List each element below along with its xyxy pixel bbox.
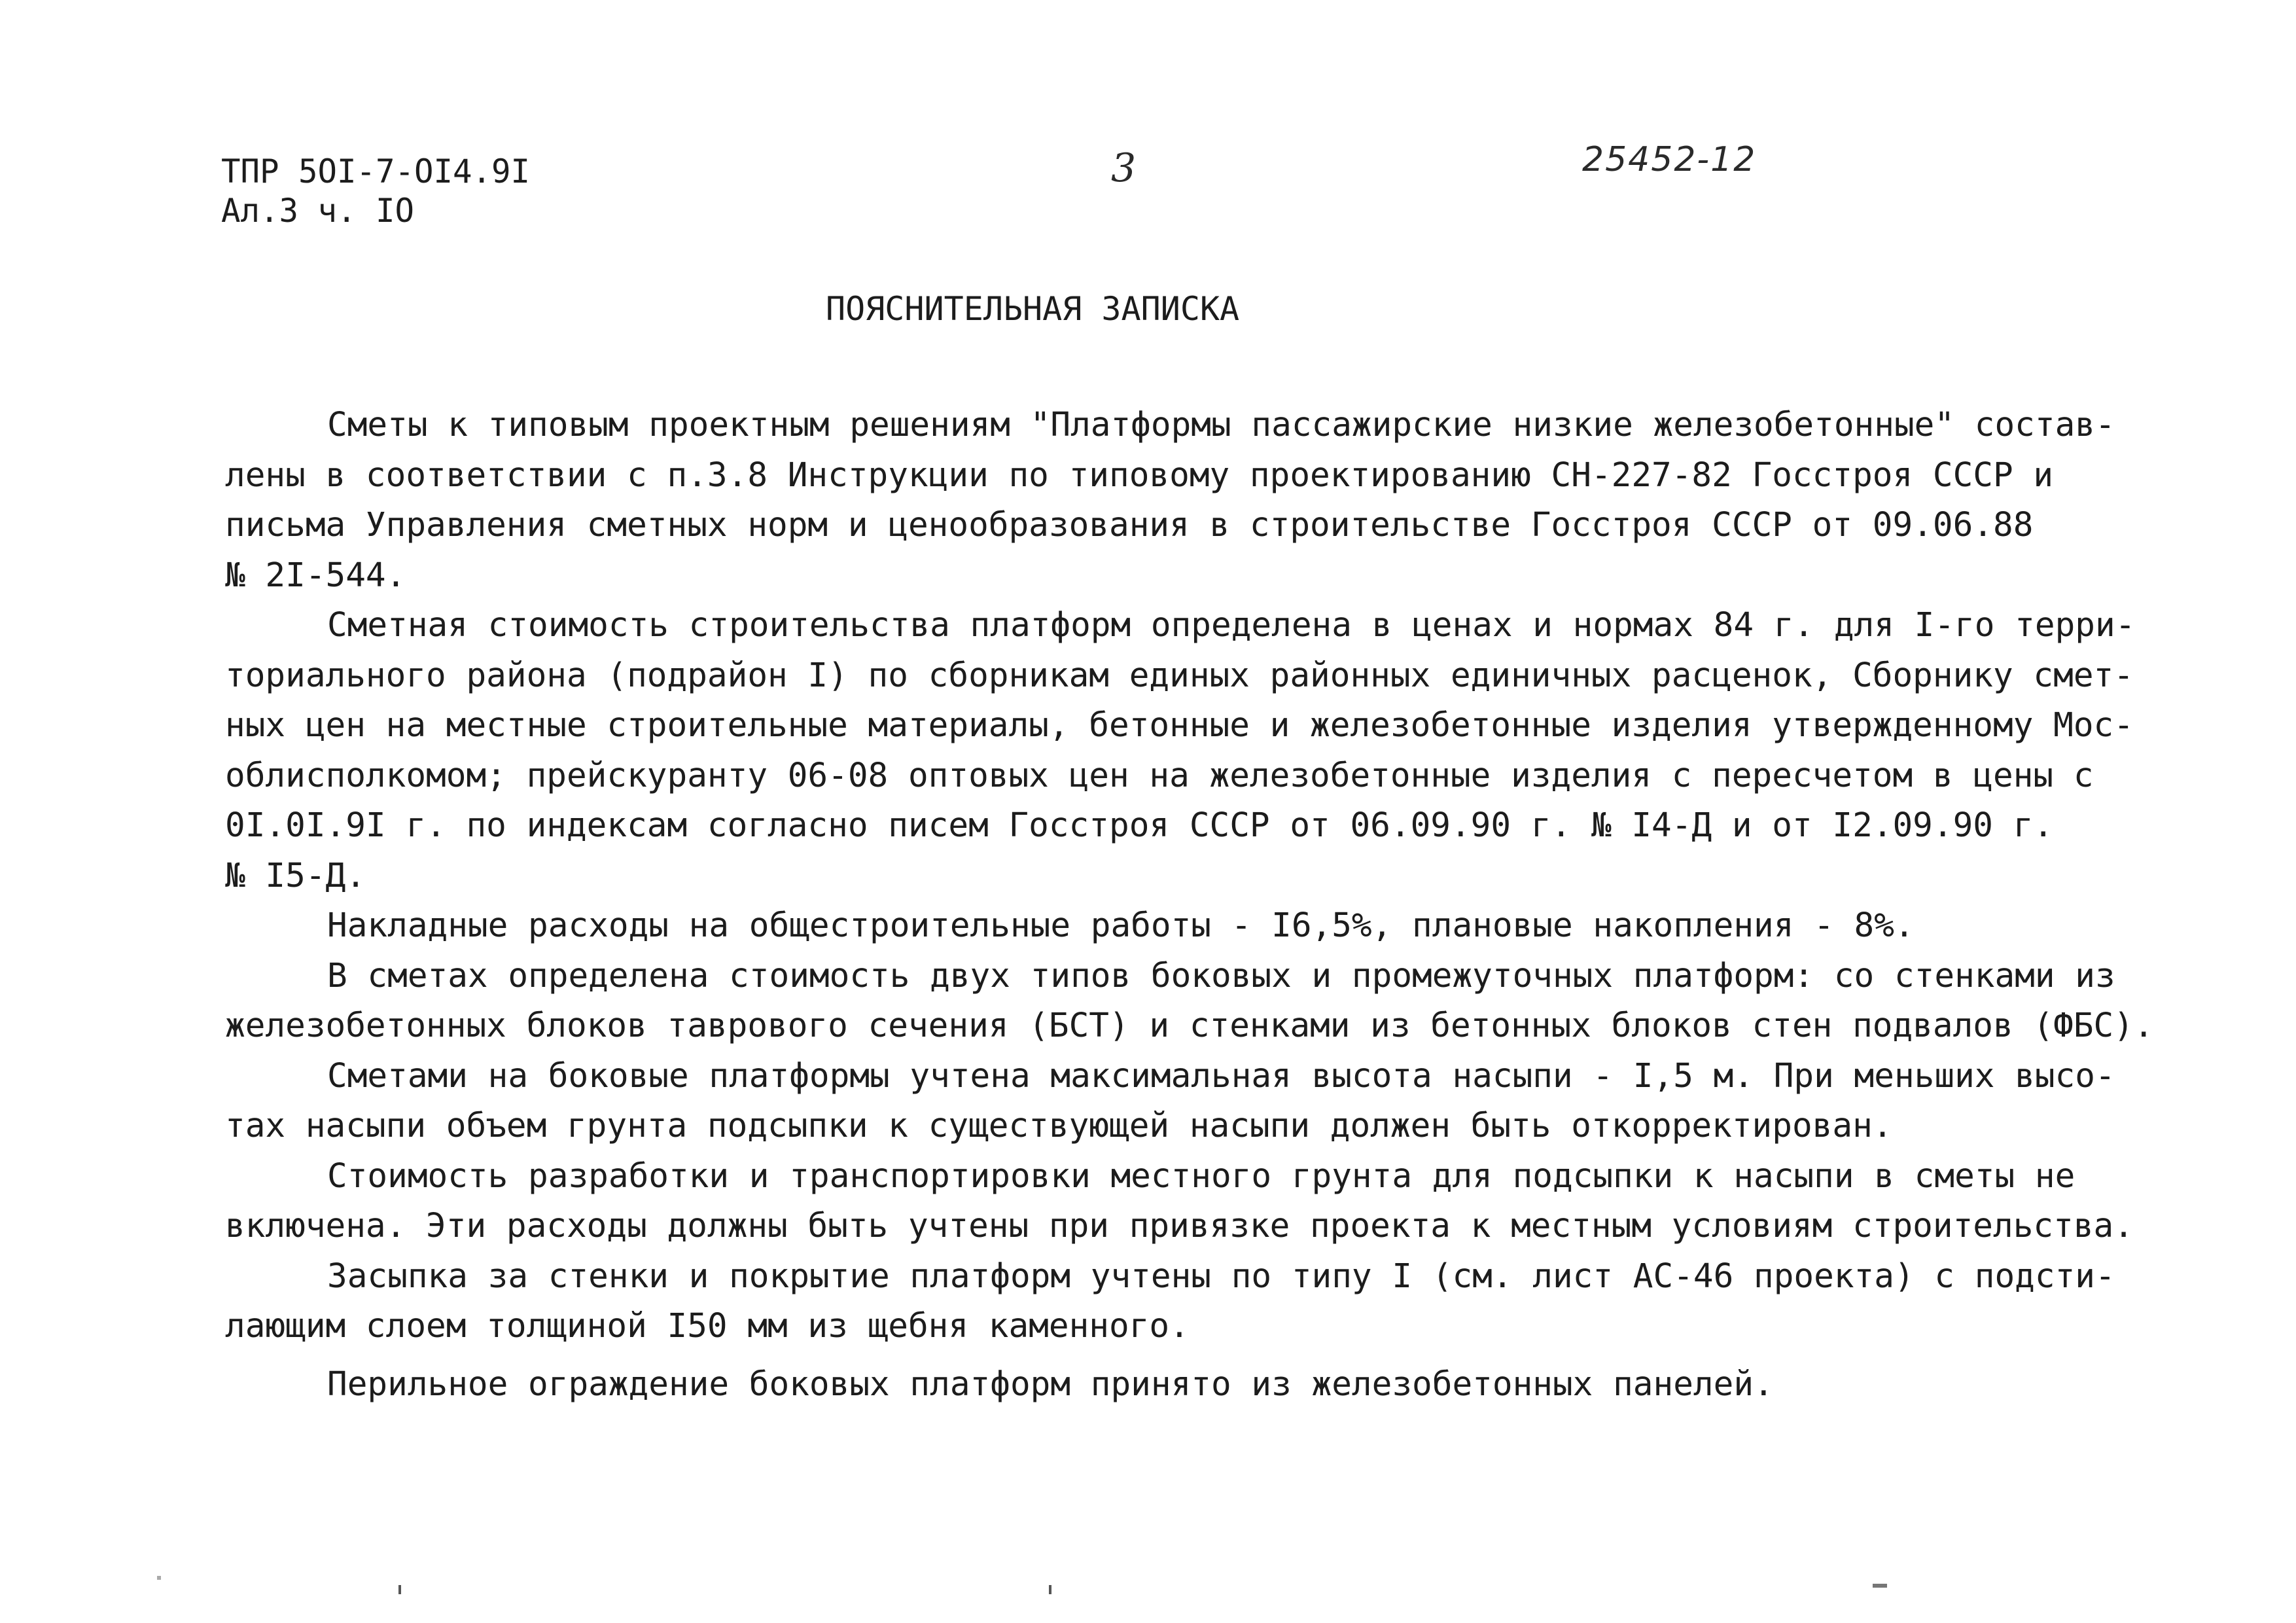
text-line: В сметах определена стоимость двух типов боковых и промежуточных платформ: со стенками из	[327, 956, 2115, 995]
text-line: Перильное ограждение боковых платформ принято из железобетонных панелей.	[327, 1364, 1774, 1404]
scan-mark	[157, 1576, 161, 1580]
text-line: лены в соответствии с п.3.8 Инструкции по типовому проектированию СН-227-82 Госстроя СССР и	[225, 455, 2054, 495]
text-line: Сметами на боковые платформы учтена максимальная высота насыпи - I,5 м. При меньших высо-	[327, 1056, 2115, 1096]
text-line: тах насыпи объем грунта подсыпки к существующей насыпи должен быть откорректирован.	[225, 1107, 1893, 1145]
text-line: облисполкомом; прейскуранту 06-08 оптовых цен на железобетонные изделия с пересчетом в цены с	[225, 756, 2094, 795]
document-number: 25452-12	[1582, 140, 1757, 179]
text-line: ториального района (подрайон I) по сборникам единых районных единичных расценок, Сборнику смет-	[225, 656, 2134, 695]
text-line: Накладные расходы на общестроительные работы - I6,5%, плановые накопления - 8%.	[327, 906, 1915, 945]
page-number: 3	[1111, 145, 1137, 191]
explanatory-note-body	[225, 401, 2162, 1410]
text-line: лающим слоем толщиной I50 мм из щебня каменного.	[225, 1307, 1190, 1346]
text-line: включена. Эти расходы должны быть учтены при привязке проекта к местным условиям строительства.	[225, 1207, 2134, 1245]
scan-mark	[1873, 1584, 1887, 1588]
document-code: ТПР 5ОI-7-ОI4.9I	[221, 152, 531, 190]
text-line: Сметы к типовым проектным решениям "Платформы пассажирские низкие железобетонные" состав-	[327, 406, 2115, 444]
text-line: железобетонных блоков таврового сечения (БСТ) и стенками из бетонных блоков стен подвалов (ФБС).	[225, 1007, 2154, 1045]
text-line: ных цен на местные строительные материалы, бетонные и железобетонные изделия утвержденному Мос-	[225, 706, 2134, 745]
text-line: письма Управления сметных норм и ценообразования в строительстве Госстроя СССР от 09.06.88	[225, 506, 2034, 544]
scan-mark	[1049, 1585, 1051, 1594]
text-line: Засыпка за стенки и покрытие платформ учтены по типу I (см. лист АС-46 проекта) с подсти-	[327, 1257, 2115, 1296]
text-line: 0I.0I.9I г. по индексам согласно писем Госстроя СССР от 06.09.90 г. № I4-Д и от I2.09.90 г.	[225, 806, 2054, 845]
text-line: Сметная стоимость строительства платформ определена в ценах и нормах 84 г. для I-го терри-	[327, 606, 2136, 645]
text-line: № I5-Д.	[225, 856, 366, 895]
page-title: ПОЯСНИТЕЛЬНАЯ ЗАПИСКА	[826, 290, 1240, 328]
text-line: Стоимость разработки и транспортировки местного грунта для подсыпки к насыпи в сметы не	[327, 1156, 2075, 1196]
album-part: Ал.3 ч. IO	[221, 192, 415, 230]
text-line: № 2I-544.	[225, 556, 406, 595]
scan-mark	[398, 1585, 401, 1594]
